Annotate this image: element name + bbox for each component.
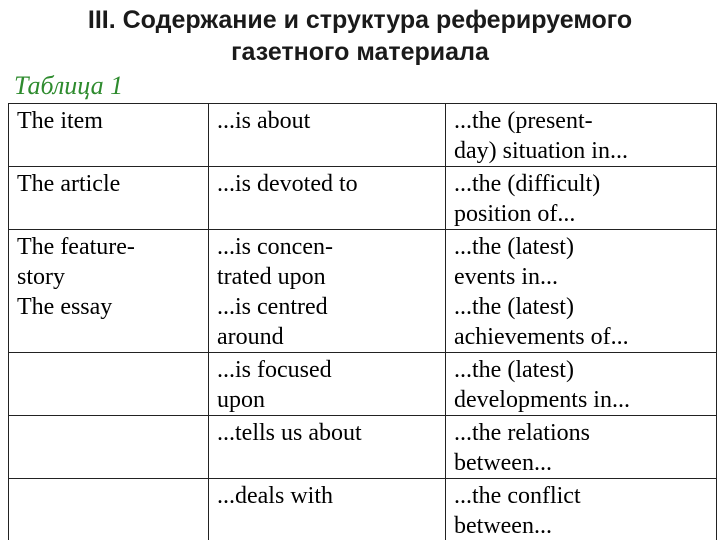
cell-text: The item xyxy=(17,108,103,134)
table-cell-object xyxy=(446,230,717,353)
table-cell-type xyxy=(9,104,209,167)
cell-text: position of... xyxy=(454,201,576,227)
cell-text: ...the (latest) xyxy=(454,234,574,260)
cell-text: ...tells us about xyxy=(217,420,362,446)
table-cell-verb xyxy=(209,230,446,353)
table-cell-object xyxy=(446,167,717,230)
cell-text: around xyxy=(217,324,284,350)
table-cell-object xyxy=(446,479,717,540)
cell-text: between... xyxy=(454,513,552,539)
table-cell-verb xyxy=(209,479,446,540)
cell-text: events in... xyxy=(454,264,558,290)
cell-text: story xyxy=(17,264,65,290)
cell-text: ...the conflict xyxy=(454,483,581,509)
table-cell-type xyxy=(9,353,209,416)
table-caption: Таблица 1 xyxy=(14,71,124,100)
slide-title xyxy=(0,4,720,68)
table-cell-verb xyxy=(209,167,446,230)
table-row xyxy=(9,167,717,230)
cell-text: ...is focused xyxy=(217,357,332,383)
table-cell-object xyxy=(446,416,717,479)
phrase-table xyxy=(8,103,717,540)
table-cell-object xyxy=(446,353,717,416)
table-cell-verb xyxy=(209,353,446,416)
table-cell-type xyxy=(9,416,209,479)
cell-text: ...the (difficult) xyxy=(454,171,601,197)
cell-text: ...is about xyxy=(217,108,311,134)
table-row xyxy=(9,416,717,479)
cell-text: The article xyxy=(17,171,121,197)
cell-text: ...the (present- xyxy=(454,108,593,134)
cell-text: ...the relations xyxy=(454,420,590,446)
table-row xyxy=(9,230,717,353)
table-row xyxy=(9,479,717,540)
cell-text: ...the (latest) xyxy=(454,294,574,320)
title-line-2: газетного материала xyxy=(231,38,489,66)
table-row xyxy=(9,104,717,167)
cell-text: upon xyxy=(217,387,265,413)
table-cell-verb xyxy=(209,104,446,167)
table-cell-type xyxy=(9,167,209,230)
cell-text: ...is centred xyxy=(217,294,328,320)
cell-text: achievements of... xyxy=(454,324,629,350)
table-cell-object xyxy=(446,104,717,167)
cell-text: ...is concen- xyxy=(217,234,333,260)
cell-text: ...deals with xyxy=(217,483,333,509)
title-line-1: III. Содержание и структура реферируемого xyxy=(87,6,633,34)
table-row xyxy=(9,353,717,416)
cell-text: The essay xyxy=(17,294,113,320)
cell-text: ...the (latest) xyxy=(454,357,574,383)
cell-text: trated upon xyxy=(217,264,326,290)
cell-text: The feature- xyxy=(17,234,135,260)
cell-text: day) situation in... xyxy=(454,138,628,164)
table-cell-type xyxy=(9,479,209,540)
cell-text: ...is devoted to xyxy=(217,171,358,197)
table-cell-verb xyxy=(209,416,446,479)
table-cell-type xyxy=(9,230,209,353)
cell-text: between... xyxy=(454,450,552,476)
cell-text: developments in... xyxy=(454,387,630,413)
